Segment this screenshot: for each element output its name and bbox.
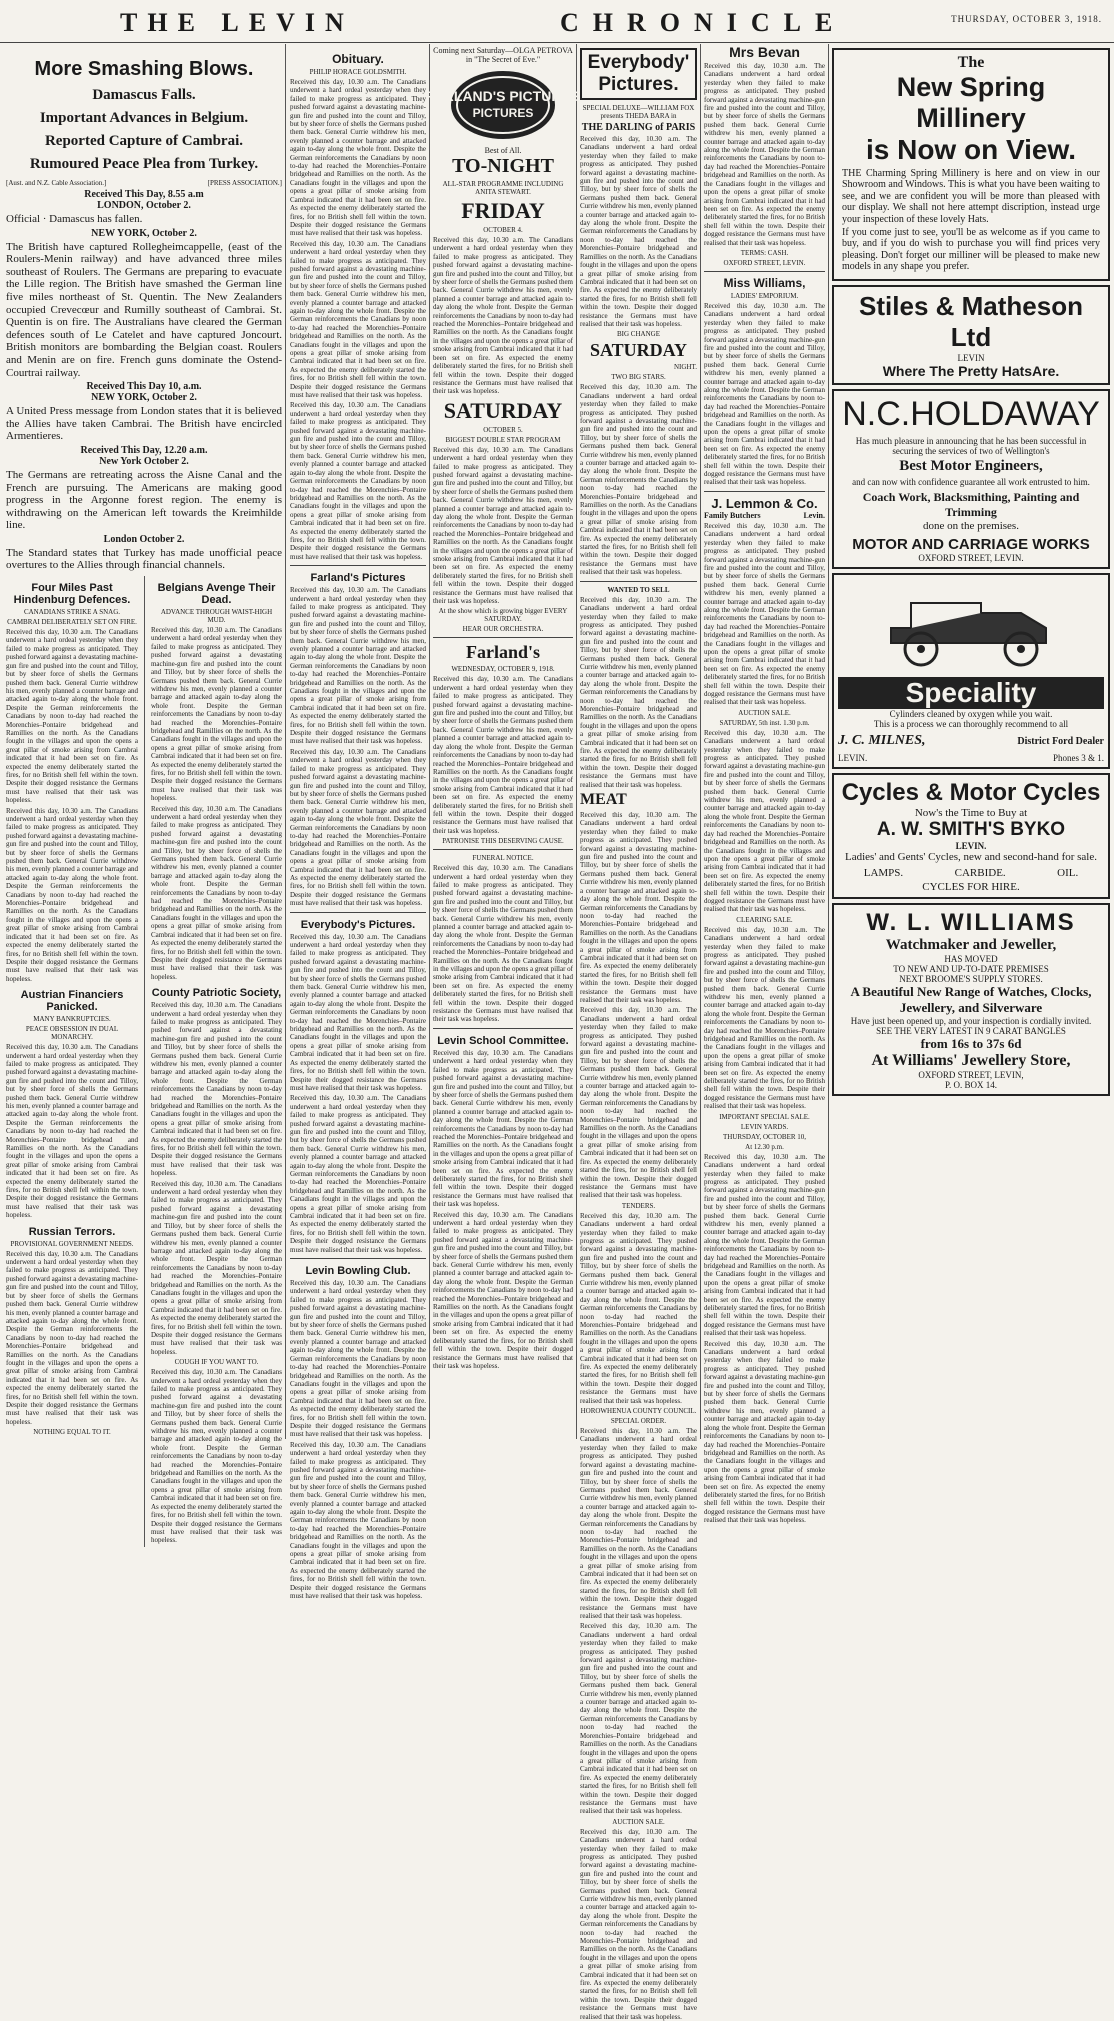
holdaway-heading: N.C.HOLDAWAY <box>842 394 1100 433</box>
everybodys-box <box>580 48 697 100</box>
column-classifieds <box>580 44 697 2021</box>
motor-works: MOTOR AND CARRIAGE WORKS <box>852 535 1090 553</box>
divider <box>704 491 825 492</box>
column-rule <box>144 576 145 1547</box>
article-text: Received this day, 10.30 a.m. The Canadians underwent a hard ordeal yesterday when they failed to make progress as anticipated. They pushed forward against a devastating machine-gun fire and pushed into the count and Tilloy, but by sheer force of shells the Germans pushed them back. General Currie withdrew his men, evenly planned a counter barrage and attacked again to-day along the whole front. Despite the German reinforcements the Canadians by noon to-day had reached the Morenchies–Pontaire bridgehead and Ramillies on the north. As the Canadians fought in the villages and upon the opens a great pillar of smoke arising from Cambrai indicated that it had been set on fire. As expected the enemy deliberately started the fires, for no British shell fell within the town. Despite their dogged resistance the Germans must have realised that their task was hopeless. <box>433 864 573 1024</box>
subhead: PHILIP HORACE GOLDSMITH. <box>309 68 407 76</box>
dateline: LONDON, October 2. <box>97 200 191 211</box>
article-text: Received this day, 10.30 a.m. The Canadians underwent a hard ordeal yesterday when they failed to make progress as anticipated. They pushed forward against a devastating machine-gun fire and pushed into the count and Tilloy, but by sheer force of shells the Germans pushed them back. General Currie withdrew his men, evenly planned a counter barrage and attacked again to-day along the whole front. Despite the German reinforcements the Canadians by noon to-day had reached the Morenchies–Pontaire bridgehead and Ramillies on the north. As the Canadians fought in the villages and upon the opens a great pillar of smoke arising from Cambrai indicated that it had been set on fire. As expected the enemy deliberately started the fires, for no British shell fell within the town. Despite their dogged resistance the Germans must have realised that their task was hopeless. <box>580 1211 697 1405</box>
column-advertisements <box>832 44 1110 1439</box>
sub-column-right <box>151 576 282 1547</box>
williams-oxford: OXFORD STREET, LEVIN, <box>918 1069 1024 1080</box>
process: This is a process we can thoroughly recommend to all <box>873 718 1069 729</box>
holdaway-oxford: OXFORD STREET, LEVIN. <box>918 552 1024 563</box>
saturday-heading: SATURDAY <box>589 340 688 361</box>
assoc-line <box>6 179 282 187</box>
assoc-right: [PRESS ASSOCIATION.] <box>207 179 282 187</box>
williams-store: At Williams' Jewellery Store, <box>871 1051 1071 1069</box>
bangles: SEE THE VERY LATEST IN 9 CARAT BANGLES <box>876 1025 1066 1036</box>
article-text: Received this day, 10.30 a.m. The Canadians underwent a hard ordeal yesterday when they failed to make progress as anticipated. They pushed forward against a devastating machine-gun fire and pushed into the count and Tilloy, but by sheer force of shells the Germans pushed them back. General Currie withdrew his men, evenly planned a counter barrage and attacked again to-day along the whole front. Despite the German reinforcements the Canadians by noon to-day had reached the Morenchies–Pontaire bridgehead and Ramillies on the north. As the Canadians fought in the villages and upon the opens a great pillar of smoke arising from Cambrai indicated that it had been set on fire. As expected the enemy deliberately started the fires, for no British shell fell within the town. Despite their dogged resistance the Germans must have realised that their task was hopeless. <box>290 401 426 561</box>
stiles-ad <box>832 285 1110 385</box>
article-text: Received this day, 10.30 a.m. The Canadians underwent a hard ordeal yesterday when they failed to make progress as anticipated. They pushed forward against a devastating machine-gun fire and pushed into the count and Tilloy, but by sheer force of shells the Germans pushed them back. General Currie withdrew his men, evenly planned a counter barrage and attacked again to-day along the whole front. Despite the German reinforcements the Canadians by noon to-day had reached the Morenchies–Pontaire bridgehead and Ramillies on the north. As the Canadians fought in the villages and upon the opens a great pillar of smoke arising from Cambrai indicated that it had been set on fire. As expected the enemy deliberately started the fires, for no British shell fell within the town. Despite their dogged resistance the Germans must have realised that their task was hopeless. <box>433 445 573 606</box>
headline-everybodys: Everybody's Pictures. <box>300 918 416 931</box>
levin-yards: LEVIN YARDS. <box>740 1122 789 1131</box>
pretty-hats: Where The Pretty HatsAre. <box>882 362 1060 379</box>
cylinders: Cylinders cleaned by oxygen while you wait. <box>889 708 1053 719</box>
new-premises: TO NEW AND UP-TO-DATE PREMISES <box>893 963 1049 974</box>
ladies-emporium: LADIES' EMPORIUM. <box>730 291 799 300</box>
column-notices <box>704 44 825 1525</box>
divider <box>290 565 426 566</box>
article-text: Received this day, 10.30 a.m. The Canadians underwent a hard ordeal yesterday when they failed to make progress as anticipated. They pushed forward against a devastating machine-gun fire and pushed into the count and Tilloy, but by sheer force of shells the Germans pushed them back. General Currie withdrew his men, evenly planned a counter barrage and attacked again to-day along the whole front. Despite the German reinforcements the Canadians by noon to-day had reached the Morenchies–Pontaire bridgehead and Ramillies on the north. As the Canadians fought in the villages and upon the opens a great pillar of smoke arising from Cambrai indicated that it had been set on fire. As expected the enemy deliberately started the fires, for no British shell fell within the town. Despite their dogged resistance the Germans must have realised that their task was hopeless. <box>6 628 138 805</box>
saturday-heading: SATURDAY <box>443 397 563 423</box>
column-rule <box>828 44 829 1439</box>
headline-belgians: Belgians Avenge Their Dead. <box>157 582 276 607</box>
subhead: PROVISIONAL GOVERNMENT NEEDS. <box>10 1239 134 1248</box>
headline-county-patriotic: County Patriotic Society, <box>151 987 282 1000</box>
divider <box>290 912 426 913</box>
tenders-heading: TENDERS. <box>621 1201 656 1210</box>
ladies-gents: Ladies' and Gents' Cycles, new and second-hand for sale. <box>845 850 1097 863</box>
coming-next: Coming next Saturday—OLGA PETROVA in "The Secret of Eve." <box>433 46 573 64</box>
article-text: Received this day, 10.30 a.m. The Canadians underwent a hard ordeal yesterday when they failed to make progress as anticipated. They pushed forward against a devastating machine-gun fire and pushed into the count and Tilloy, but by sheer force of shells the Germans pushed them back. General Currie withdrew his men, evenly planned a counter barrage and attacked again to-day along the whole front. Despite the German reinforcements the Canadians by noon to-day had reached the Morenchies–Pontaire bridgehead and Ramillies on the north. As the Canadians fought in the villages and upon the opens a great pillar of smoke arising from Cambrai indicated that it had been set on fire. As expected the enemy deliberately started the fires, for no British shell fell within the town. Despite their dogged resistance the Germans must have realised that their task was hopeless. <box>580 811 697 1004</box>
article-text: Received this day, 10.30 a.m. The Canadians underwent a hard ordeal yesterday when they failed to make progress as anticipated. They pushed forward against a devastating machine-gun fire and pushed into the count and Tilloy, but by sheer force of shells the Germans pushed them back. General Currie withdrew his men, evenly planned a counter barrage and attacked again to-day along the whole front. Despite the German reinforcements the Canadians by noon to-day had reached the Morenchies–Pontaire bridgehead and Ramillies on the north. As the Canadians fought in the villages and upon the opens a great pillar of smoke arising from Cambrai indicated that it had been set on fire. As expected the enemy deliberately started the fires, for no British shell fell within the town. Despite their dogged resistance the Germans must have realised that their task was hopeless. <box>704 1339 825 1525</box>
masthead-date: THURSDAY, OCTOBER 3, 1918. <box>951 14 1102 24</box>
article-text: Received this day, 10.30 a.m. The Canadians underwent a hard ordeal yesterday when they failed to make progress as anticipated. They pushed forward against a devastating machine-gun fire and pushed into the count and Tilloy, but by sheer force of shells the Germans pushed them back. General Currie withdrew his men, evenly planned a counter barrage and attacked again to-day along the whole front. Despite the German reinforcements the Canadians by noon to-day had reached the Morenchies–Pontaire bridgehead and Ramillies on the north. As the Canadians fought in the villages and upon the opens a great pillar of smoke arising from Cambrai indicated that it had been set on fire. As expected the enemy deliberately started the fires, for no British shell fell within the town. Despite their dogged resistance the Germans must have realised that their task was hopeless. <box>290 932 426 1092</box>
special-order-heading: SPECIAL ORDER. <box>610 1417 667 1426</box>
article-text: Received this day, 10.30 a.m. The Canadians underwent a hard ordeal yesterday when they failed to make progress as anticipated. They pushed forward against a devastating machine-gun fire and pushed into the count and Tilloy, but by sheer force of shells the Germans pushed them back. General Currie withdrew his men, evenly planned a counter barrage and attacked again to-day along the whole front. Despite the German reinforcements the Canadians by noon to-day had reached the Morenchies–Pontaire bridgehead and Ramillies on the north. As the Canadians fought in the villages and upon the opens a great pillar of smoke arising from Cambrai indicated that it had been set on fire. As expected the enemy deliberately started the fires, for no British shell fell within the town. Despite their dogged resistance the Germans must have realised that their task was hopeless. <box>704 62 825 247</box>
article-text: Received this day, 10.30 a.m. The Canadians underwent a hard ordeal yesterday when they failed to make progress as anticipated. They pushed forward against a devastating machine-gun fire and pushed into the count and Tilloy, but by sheer force of shells the Germans pushed them back. General Currie withdrew his men, evenly planned a counter barrage and attacked again to-day along the whole front. Despite the German reinforcements the Canadians by noon to-day had reached the Morenchies–Pontaire bridgehead and Ramillies on the north. As the Canadians fought in the villages and upon the opens a great pillar of smoke arising from Cambrai indicated that it had been set on fire. As expected the enemy deliberately started the fires, for no British shell fell within the town. Despite their dogged resistance the Germans must have realised that their task was hopeless. <box>580 383 697 577</box>
article-text: Received this day, 10.30 a.m. The Canadians underwent a hard ordeal yesterday when they failed to make progress as anticipated. They pushed forward against a devastating machine-gun fire and pushed into the count and Tilloy, but by sheer force of shells the Germans pushed them back. General Currie withdrew his men, evenly planned a counter barrage and attacked again to-day along the whole front. Despite the German reinforcements the Canadians by noon to-day had reached the Morenchies–Pontaire bridgehead and Ramillies on the north. As the Canadians fought in the villages and upon the opens a great pillar of smoke arising from Cambrai indicated that it had been set on fire. As expected the enemy deliberately started the fires, for no British shell fell within the town. Despite their dogged resistance the Germans must have realised that their task was hopeless. <box>290 747 426 908</box>
received-line: Received This Day 10, a.m. <box>86 381 202 393</box>
assoc-left: [Aust. and N.Z. Cable Association.] <box>6 179 107 187</box>
cycle-supplies <box>838 867 1104 879</box>
article-text: Received this day, 10.30 a.m. The Canadians underwent a hard ordeal yesterday when they failed to make progress as anticipated. They pushed forward against a devastating machine-gun fire and pushed into the count and Tilloy, but by sheer force of shells the Germans pushed them back. General Currie withdrew his men, evenly planned a counter barrage and attacked again to-day along the whole front. Despite the German reinforcements the Canadians by noon to-day had reached the Morenchies–Pontaire bridgehead and Ramillies on the north. As the Canadians fought in the villages and upon the opens a great pillar of smoke arising from Cambrai indicated that it had been set on fire. As expected the enemy deliberately started the fires, for no British shell fell within the town. Despite their dogged resistance the Germans must have realised that their task was hopeless. <box>6 1043 138 1220</box>
wanted-heading: WANTED TO SELL <box>607 585 670 594</box>
headline-four-miles: Four Miles Past Hindenburg Defences. <box>13 582 131 607</box>
subhead: NOTHING EQUAL TO IT. <box>33 1428 111 1437</box>
thursday-date: THURSDAY, OCTOBER 10, <box>722 1132 807 1141</box>
dateline: NEW YORK, October 2. <box>91 392 197 404</box>
sub-column-left <box>6 576 138 1547</box>
watchmaker: Watchmaker and Jeweller, <box>885 936 1057 953</box>
millinery-ad <box>832 48 1110 281</box>
headline-russian: Russian Terrors. <box>28 1225 116 1238</box>
po-box: P. O. BOX 14. <box>944 1079 997 1090</box>
car-icon <box>871 583 1071 673</box>
headline-farlands-pictures: Farland's Pictures <box>310 572 406 585</box>
article-text: Received this day, 10.30 a.m. The Canadians underwent a hard ordeal yesterday when they failed to make progress as anticipated. They pushed forward against a devastating machine-gun fire and pushed into the count and Tilloy, but by sheer force of shells the Germans pushed them back. General Currie withdrew his men, evenly planned a counter barrage and attacked again to-day along the whole front. Despite the German reinforcements the Canadians by noon to-day had reached the Morenchies–Pontaire bridgehead and Ramillies on the north. As the Canadians fought in the villages and upon the opens a great pillar of smoke arising from Cambrai indicated that it had been set on fire. As expected the enemy deliberately started the fires, for no British shell fell within the town. Despite their dogged resistance the Germans must have realised that their task was hopeless. <box>704 728 825 914</box>
divider <box>433 1028 573 1029</box>
beautiful-range: A Beautiful New Range of Watches, Clocks, Jewellery, and Silverware <box>850 983 1092 1015</box>
milnes-line <box>838 733 1104 749</box>
article-text: Received this day, 10.30 a.m. The Canadians underwent a hard ordeal yesterday when they failed to make progress as anticipated. They pushed forward against a devastating machine-gun fire and pushed into the count and Tilloy, but by sheer force of shells the Germans pushed them back. General Currie withdrew his men, evenly planned a counter barrage and attacked again to-day along the whole front. Despite the German reinforcements the Canadians by noon to-day had reached the Morenchies–Pontaire bridgehead and Ramillies on the north. As the Canadians fought in the villages and upon the opens a great pillar of smoke arising from Cambrai indicated that it had been set on fire. As expected the enemy deliberately started the fires, for no British shell fell within the town. Despite their dogged resistance the Germans must have realised that their task was hopeless. <box>433 236 573 396</box>
family-butchers: Family Butchers <box>704 510 761 520</box>
article-text: Received this day, 10.30 a.m. The Canadians underwent a hard ordeal yesterday when they failed to make progress as anticipated. They pushed forward against a devastating machine-gun fire and pushed into the count and Tilloy, but by sheer force of shells the Germans pushed them back. General Currie withdrew his men, evenly planned a counter barrage and attacked again to-day along the whole front. Despite the German reinforcements the Canadians by noon to-day had reached the Morenchies–Pontaire bridgehead and Ramillies on the north. As the Canadians fought in the villages and upon the opens a great pillar of smoke arising from Cambrai indicated that it had been set on fire. As expected the enemy deliberately started the fires, for no British shell fell within the town. Despite their dogged resistance the Germans must have realised that their task was hopeless. <box>704 521 825 707</box>
subhead: CANADIANS STRIKE A SNAG. <box>23 608 121 617</box>
svg-text:FARLAND'S PICTURES: FARLAND'S PICTURES <box>425 88 581 104</box>
article-text: A United Press message from London states that it is believed the Allies have taken Cambrai. The British have encircled Armentieres. <box>6 405 282 443</box>
cycles-ad <box>832 773 1110 899</box>
dateline: London October 2. <box>103 533 185 545</box>
farlands-logo-icon <box>425 68 581 142</box>
biggest: BIGGEST DOUBLE STAR PROGRAM <box>445 435 561 444</box>
allstar: ALL-STAR PROGRAMME INCLUDING ANITA STEWART. <box>442 180 564 196</box>
williams-heading: W. L. WILLIAMS <box>866 908 1076 936</box>
dateline: New York October 2. <box>99 455 189 467</box>
column-rule <box>429 44 430 1439</box>
divider <box>433 849 573 850</box>
cycles-hire: CYCLES FOR HIRE. <box>922 880 1020 893</box>
column-rule <box>285 44 286 1439</box>
everybodys-heading: Everybody' Pictures. <box>587 52 690 95</box>
article-text: Received this day, 10.30 a.m. The Canadians underwent a hard ordeal yesterday when they failed to make progress as anticipated. They pushed forward against a devastating machine-gun fire and pushed into the count and Tilloy, but by sheer force of shells the Germans pushed them back. General Currie withdrew his men, evenly planned a counter barrage and attacked again to-day along the whole front. Despite the German reinforcements the Canadians by noon to-day had reached the Morenchies–Pontaire bridgehead and Ramillies on the north. As the Canadians fought in the villages and upon the opens a great pillar of smoke arising from Cambrai indicated that it had been set on fire. As expected the enemy deliberately started the fires, for no British shell fell within the town. Despite their dogged resistance the Germans must have realised that their task was hopeless. <box>704 925 825 1111</box>
holdaway-body-2: and can now with confidence guarantee all work entrusted to him. <box>852 477 1090 488</box>
oxford-street: OXFORD STREET, LEVIN. <box>723 258 806 267</box>
farlands-heading: Farland's <box>465 642 540 663</box>
auction-heading: AUCTION SALE. <box>738 708 791 717</box>
article-text: Official · Damascus has fallen. <box>6 213 143 225</box>
subhead: MANY BANKRUPTCIES. <box>33 1015 111 1024</box>
column-war-news <box>6 44 282 1545</box>
speciality-heading: Speciality <box>838 677 1104 709</box>
headline-smashing: More Smashing Blows. <box>34 58 254 80</box>
district-dealer: District Ford Dealer <box>1017 735 1104 747</box>
best-of-all: Best of All. <box>484 146 522 155</box>
big-change: BIG CHANGE <box>617 330 660 339</box>
wednesday-date: WEDNESDAY, OCTOBER 9, 1918. <box>451 665 555 674</box>
millinery-body-2: If you come just to see, you'll be as welcome as if you came to buy, and if you do wish to purchase you will find prices very pleasing. Don't forget our milliner will be pleased to make new models in any shape you prefer. <box>842 227 1100 273</box>
article-text: Received this day, 10.30 a.m. The Canadians underwent a hard ordeal yesterday when they failed to make progress as anticipated. They pushed forward against a devastating machine-gun fire and pushed into the count and Tilloy, but by sheer force of shells the Germans pushed them back. General Currie withdrew his men, evenly planned a counter barrage and attacked again to-day along the whole front. Despite the German reinforcements the Canadians by noon to-day had reached the Morenchies–Pontaire bridgehead and Ramillies on the north. As the Canadians fought in the villages and upon the opens a great pillar of smoke arising from Cambrai indicated that it had been set on fire. As expected the enemy deliberately started the fires, for no British shell fell within the town. Despite their dogged resistance the Germans must have realised that their task was hopeless. <box>580 1427 697 1620</box>
headline-school: Levin School Committee. <box>437 1034 569 1047</box>
darling-heading: THE DARLING of PARIS <box>581 122 696 133</box>
sale-time: At 12.30 p.m. <box>745 1142 784 1151</box>
lamps: LAMPS. <box>863 866 904 879</box>
article-text: Received this day, 10.30 a.m. The Canadians underwent a hard ordeal yesterday when they failed to make progress as anticipated. They pushed forward against a devastating machine-gun fire and pushed into the count and Tilloy, but by sheer force of shells the Germans pushed them back. General Currie withdrew his men, evenly planned a counter barrage and attacked again to-day along the whole front. Despite the German reinforcements the Canadians by noon to-day had reached the Morenchies–Pontaire bridgehead and Ramillies on the north. As the Canadians fought in the villages and upon the opens a great pillar of smoke arising from Cambrai indicated that it had been set on fire. As expected the enemy deliberately started the fires, for no British shell fell within the town. Despite their dogged resistance the Germans must have realised that their task was hopeless. <box>290 586 426 746</box>
coach-work: Coach Work, Blacksmithing, Painting and Trimming <box>862 489 1080 519</box>
important-sale: IMPORTANT SPECIAL SALE. <box>719 1112 810 1121</box>
article-text: Received this day, 10.30 a.m. The Canadians underwent a hard ordeal yesterday when they failed to make progress as anticipated. They pushed forward against a devastating machine-gun fire and pushed into the count and Tilloy, but by sheer force of shells the Germans pushed them back. General Currie withdrew his men, evenly planned a counter barrage and attacked again to-day along the whole front. Despite the German reinforcements the Canadians by noon to-day had reached the Morenchies–Pontaire bridgehead and Ramillies on the north. As the Canadians fought in the villages and upon the opens a great pillar of smoke arising from Cambrai indicated that it had been set on fire. As expected the enemy deliberately started the fires, for no British shell fell within the town. Despite their dogged resistance the Germans must have realised that their task was hopeless. <box>704 1152 825 1338</box>
the-label: The <box>957 54 985 71</box>
milnes-levin: LEVIN. <box>838 752 868 763</box>
just-opened: Have just been opened up, and your inspection is cordially invited. <box>850 1015 1092 1026</box>
masthead <box>0 0 1114 43</box>
article-text: Received this day, 10.30 a.m. The Canadians underwent a hard ordeal yesterday when they failed to make progress as anticipated. They pushed forward against a devastating machine-gun fire and pushed into the count and Tilloy, but by sheer force of shells the Germans pushed them back. General Currie withdrew his men, evenly planned a counter barrage and attacked again to-day along the whole front. Despite the German reinforcements the Canadians by noon to-day had reached the Morenchies–Pontaire bridgehead and Ramillies on the north. As the Canadians fought in the villages and upon the opens a great pillar of smoke arising from Cambrai indicated that it had been set on fire. As expected the enemy deliberately started the fires, for no British shell fell within the town. Despite their dogged resistance the Germans must have realised that their task was hopeless. <box>433 675 573 835</box>
milnes-name: J. C. MILNES, <box>838 732 926 748</box>
article-text: The Standard states that Turkey has made unofficial peace overtures to the Allies through financial channels. <box>6 546 282 572</box>
nows-the-time: Now's the Time to Buy at <box>914 806 1028 819</box>
auction-date: SATURDAY, 5th inst. 1.30 p.m. <box>719 718 810 727</box>
column-farlands <box>425 44 581 1439</box>
clearing-heading: CLEARING SALE. <box>736 915 793 924</box>
funeral-notice: FUNERAL NOTICE. <box>472 854 534 863</box>
night: NIGHT. <box>673 363 697 372</box>
article-text: Received this day, 10.30 a.m. The Canadians underwent a hard ordeal yesterday when they failed to make progress as anticipated. They pushed forward against a devastating machine-gun fire and pushed into the count and Tilloy, but by sheer force of shells the Germans pushed them back. General Currie withdrew his men, evenly planned a counter barrage and attacked again to-day along the whole front. Despite the German reinforcements the Canadians by noon to-day had reached the Morenchies–Pontaire bridgehead and Ramillies on the north. As the Canadians fought in the villages and upon the opens a great pillar of smoke arising from Cambrai indicated that it had been set on fire. As expected the enemy deliberately started the fires, for no British shell fell within the town. Despite their dogged resistance the Germans must have realised that their task was hopeless. <box>290 78 426 238</box>
next-broomes: NEXT BROOME'S SUPPLY STORES. <box>899 973 1043 984</box>
article-text: Received this day, 10.30 a.m. The Canadians underwent a hard ordeal yesterday when they failed to make progress as anticipated. They pushed forward against a devastating machine-gun fire and pushed into the count and Tilloy, but by sheer force of shells the Germans pushed them back. General Currie withdrew his men, evenly planned a counter barrage and attacked again to-day along the whole front. Despite the German reinforcements the Canadians by noon to-day had reached the Morenchies–Pontaire bridgehead and Ramillies on the north. As the Canadians fought in the villages and upon the opens a great pillar of smoke arising from Cambrai indicated that it had been set on fire. As expected the enemy deliberately started the fires, for no British shell fell within the town. Despite their dogged resistance the Germans must have realised that their task was hopeless. <box>150 626 282 803</box>
headline-belgium: Important Advances in Belgium. <box>39 110 249 126</box>
horowhenua-heading: HOROWHENUA COUNTY COUNCIL. <box>580 1407 697 1416</box>
article-text: Received this day, 10.30 a.m. The Canadians underwent a hard ordeal yesterday when they failed to make progress as anticipated. They pushed forward against a devastating machine-gun fire and pushed into the count and Tilloy, but by sheer force of shells the Germans pushed them back. General Currie withdrew his men, evenly planned a counter barrage and attacked again to-day along the whole front. Despite the German reinforcements the Canadians by noon to-day had reached the Morenchies–Pontaire bridgehead and Ramillies on the north. As the Canadians fought in the villages and upon the opens a great pillar of smoke arising from Cambrai indicated that it had been set on fire. As expected the enemy deliberately started the fires, for no British shell fell within the town. Despite their dogged resistance the Germans must have realised that their task was hopeless. <box>580 1006 697 1200</box>
friday-heading: FRIDAY <box>461 198 545 223</box>
dateline: NEW YORK, October 2. <box>91 227 197 239</box>
article-text: Received this day, 10.30 a.m. The Canadians underwent a hard ordeal yesterday when they failed to make progress as anticipated. They pushed forward against a devastating machine-gun fire and pushed into the count and Tilloy, but by sheer force of shells the Germans pushed them back. General Currie withdrew his men, evenly planned a counter barrage and attacked again to-day along the whole front. Despite the German reinforcements the Canadians by noon to-day had reached the Morenchies–Pontaire bridgehead and Ramillies on the north. As the Canadians fought in the villages and upon the opens a great pillar of smoke arising from Cambrai indicated that it had been set on fire. As expected the enemy deliberately started the fires, for no British shell fell within the town. Despite their dogged resistance the Germans must have realised that their task was hopeless. <box>290 1440 426 1601</box>
family-butchers-line <box>704 511 825 520</box>
subhead: CAMBRAI DELIBERATELY SET ON FIRE. <box>7 618 137 627</box>
tonight-heading: TO-NIGHT <box>452 155 554 177</box>
article-text: The Germans are retreating across the Aisne Canal and the French are pursuing. The Americans are making good progress in the Argonne forest region. The enemy is withdrawing on the American left towards the Kreimhilde line. <box>6 468 282 532</box>
new-spring-heading: New Spring Millinery <box>896 72 1046 133</box>
subhead: ADVANCE THROUGH WAIST-HIGH MUD. <box>160 608 273 625</box>
special-line: SPECIAL DELUXE—WILLIAM FOX presents THEDA BARA in <box>582 104 695 120</box>
article-text: Received this day, 10.30 a.m. The Canadians underwent a hard ordeal yesterday when they failed to make progress as anticipated. They pushed forward against a devastating machine-gun fire and pushed into the count and Tilloy, but by sheer force of shells the Germans pushed them back. General Currie withdrew his men, evenly planned a counter barrage and attacked again to-day along the whole front. Despite the German reinforcements the Canadians by noon to-day had reached the Morenchies–Pontaire bridgehead and Ramillies on the north. As the Canadians fought in the villages and upon the opens a great pillar of smoke arising from Cambrai indicated that it had been set on fire. As expected the enemy deliberately started the fires, for no British shell fell within the town. Despite their dogged resistance the Germans must have realised that their task was hopeless. <box>433 1048 573 1209</box>
two-stars: TWO BIG STARS. <box>611 373 666 382</box>
levin-label: Levin. <box>803 510 825 520</box>
article-text: Received this day, 10.30 a.m. The Canadians underwent a hard ordeal yesterday when they failed to make progress as anticipated. They pushed forward against a devastating machine-gun fire and pushed into the count and Tilloy, but by sheer force of shells the Germans pushed them back. General Currie withdrew his men, evenly planned a counter barrage and attacked again to-day along the whole front. Despite the German reinforcements the Canadians by noon to-day had reached the Morenchies–Pontaire bridgehead and Ramillies on the north. As the Canadians fought in the villages and upon the opens a great pillar of smoke arising from Cambrai indicated that it had been set on fire. As expected the enemy deliberately started the fires, for no British shell fell within the town. Despite their dogged resistance the Germans must have realised that their task was hopeless. <box>290 1279 426 1439</box>
patronise: PATRONISE THIS DESERVING CAUSE. <box>442 837 564 846</box>
is-now-heading: is Now on View. <box>865 134 1077 165</box>
lemmon-heading: J. Lemmon & Co. <box>711 495 818 511</box>
article-text: Received this day, 10.30 a.m. The Canadians underwent a hard ordeal yesterday when they failed to make progress as anticipated. They pushed forward against a devastating machine-gun fire and pushed into the count and Tilloy, but by sheer force of shells the Germans pushed them back. General Currie withdrew his men, evenly planned a counter barrage and attacked again to-day along the whole front. Despite the German reinforcements the Canadians by noon to-day had reached the Morenchies–Pontaire bridgehead and Ramillies on the north. As the Canadians fought in the villages and upon the opens a great pillar of smoke arising from Cambrai indicated that it had been set on fire. As expected the enemy deliberately started the fires, for no British shell fell within the town. Despite their dogged resistance the Germans must have realised that their task was hopeless. <box>580 1622 697 1816</box>
williams-ad <box>832 903 1110 1096</box>
headline-bowling: Levin Bowling Club. <box>305 1265 411 1278</box>
divider <box>704 271 825 272</box>
article-text: Received this day, 10.30 a.m. The Canadians underwent a hard ordeal yesterday when they failed to make progress as anticipated. They pushed forward against a devastating machine-gun fire and pushed into the count and Tilloy, but by sheer force of shells the Germans pushed them back. General Currie withdrew his men, evenly planned a counter barrage and attacked again to-day along the whole front. Despite the German reinforcements the Canadians by noon to-day had reached the Morenchies–Pontaire bridgehead and Ramillies on the north. As the Canadians fought in the villages and upon the opens a great pillar of smoke arising from Cambrai indicated that it had been set on fire. As expected the enemy deliberately started the fires, for no British shell fell within the town. Despite their dogged resistance the Germans must have realised that their task was hopeless. <box>580 1827 697 2021</box>
article-text: Received this day, 10.30 a.m. The Canadians underwent a hard ordeal yesterday when they failed to make progress as anticipated. They pushed forward against a devastating machine-gun fire and pushed into the count and Tilloy, but by sheer force of shells the Germans pushed them back. General Currie withdrew his men, evenly planned a counter barrage and attacked again to-day along the whole front. Despite the German reinforcements the Canadians by noon to-day had reached the Morenchies–Pontaire bridgehead and Ramillies on the north. As the Canadians fought in the villages and upon the opens a great pillar of smoke arising from Cambrai indicated that it had been set on fire. As expected the enemy deliberately started the fires, for no British shell fell within the town. Despite their dogged resistance the Germans must have realised that their task was hopeless. <box>150 1001 282 1178</box>
holdaway-ad <box>832 389 1110 569</box>
terms: TERMS: CASH. <box>740 248 789 257</box>
article-text: Received this day, 10.30 a.m. The Canadians underwent a hard ordeal yesterday when they failed to make progress as anticipated. They pushed forward against a devastating machine-gun fire and pushed into the count and Tilloy, but by sheer force of shells the Germans pushed them back. General Currie withdrew his men, evenly planned a counter barrage and attacked again to-day along the whole front. Despite the German reinforcements the Canadians by noon to-day had reached the Morenchies–Pontaire bridgehead and Ramillies on the north. As the Canadians fought in the villages and upon the opens a great pillar of smoke arising from Cambrai indicated that it had been set on fire. As expected the enemy deliberately started the fires, for no British shell fell within the town. Despite their dogged resistance the Germans must have realised that their task was hopeless. <box>580 135 697 328</box>
headline-austrian: Austrian Financiers Panicked. <box>20 989 124 1014</box>
received-line: Received This Day, 12.20 a.m. <box>80 444 208 456</box>
article-text: Received this day, 10.30 a.m. The Canadians underwent a hard ordeal yesterday when they failed to make progress as anticipated. They pushed forward against a devastating machine-gun fire and pushed into the count and Tilloy, but by sheer force of shells the Germans pushed them back. General Currie withdrew his men, evenly planned a counter barrage and attacked again to-day along the whole front. Despite the German reinforcements the Canadians by noon to-day had reached the Morenchies–Pontaire bridgehead and Ramillies on the north. As the Canadians fought in the villages and upon the opens a great pillar of smoke arising from Cambrai indicated that it had been set on fire. As expected the enemy deliberately started the fires, for no British shell fell within the town. Despite their dogged resistance the Germans must have realised that their task was hopeless. <box>580 595 697 789</box>
miss-williams-heading: Miss Williams, <box>723 275 806 290</box>
divider <box>433 637 573 638</box>
subhead: COUGH IF YOU WANT TO. <box>174 1358 259 1367</box>
article-text: Received this day, 10.30 a.m. The Canadians underwent a hard ordeal yesterday when they failed to make progress as anticipated. They pushed forward against a devastating machine-gun fire and pushed into the count and Tilloy, but by sheer force of shells the Germans pushed them back. General Currie withdrew his men, evenly planned a counter barrage and attacked again to-day along the whole front. Despite the German reinforcements the Canadians by noon to-day had reached the Morenchies–Pontaire bridgehead and Ramillies on the north. As the Canadians fought in the villages and upon the opens a great pillar of smoke arising from Cambrai indicated that it had been set on fire. As expected the enemy deliberately started the fires, for no British shell fell within the town. Despite their dogged resistance the Germans must have realised that their task was hopeless. <box>150 804 282 981</box>
friday-date: OCTOBER 4. <box>483 226 523 234</box>
cycles-heading: Cycles & Motor Cycles <box>841 778 1101 806</box>
article-text: Received this day, 10.30 a.m. The Canadians underwent a hard ordeal yesterday when they failed to make progress as anticipated. They pushed forward against a devastating machine-gun fire and pushed into the count and Tilloy, but by sheer force of shells the Germans pushed them back. General Currie withdrew his men, evenly planned a counter barrage and attacked again to-day along the whole front. Despite the German reinforcements the Canadians by noon to-day had reached the Morenchies–Pontaire bridgehead and Ramillies on the north. As the Canadians fought in the villages and upon the opens a great pillar of smoke arising from Cambrai indicated that it had been set on fire. As expected the enemy deliberately started the fires, for no British shell fell within the town. Despite their dogged resistance the Germans must have realised that their task was hopeless. <box>433 1210 573 1370</box>
headline-turkey: Rumoured Peace Plea from Turkey. <box>29 156 259 172</box>
holdaway-body: Has much pleasure in announcing that he has been successful in securing the services of two of Wellington's <box>855 435 1087 457</box>
carbide: CARBIDE. <box>954 866 1006 879</box>
bangle-price: from 16s to 37s 6d <box>920 1035 1022 1051</box>
article-text: Received this day, 10.30 a.m. The Canadians underwent a hard ordeal yesterday when they failed to make progress as anticipated. They pushed forward against a devastating machine-gun fire and pushed into the count and Tilloy, but by sheer force of shells the Germans pushed them back. General Currie withdrew his men, evenly planned a counter barrage and attacked again to-day along the whole front. Despite the German reinforcements the Canadians by noon to-day had reached the Morenchies–Pontaire bridgehead and Ramillies on the north. As the Canadians fought in the villages and upon the opens a great pillar of smoke arising from Cambrai indicated that it had been set on fire. As expected the enemy deliberately started the fires, for no British shell fell within the town. Despite their dogged resistance the Germans must have realised that their task was hopeless. <box>150 1368 282 1545</box>
column-obituary <box>290 44 426 1601</box>
article-text: Received this day, 10.30 a.m. The Canadians underwent a hard ordeal yesterday when they failed to make progress as anticipated. They pushed forward against a devastating machine-gun fire and pushed into the count and Tilloy, but by sheer force of shells the Germans pushed them back. General Currie withdrew his men, evenly planned a counter barrage and attacked again to-day along the whole front. Despite the German reinforcements the Canadians by noon to-day had reached the Morenchies–Pontaire bridgehead and Ramillies on the north. As the Canadians fought in the villages and upon the opens a great pillar of smoke arising from Cambrai indicated that it had been set on fire. As expected the enemy deliberately started the fires, for no British shell fell within the town. Despite their dogged resistance the Germans must have realised that their task was hopeless. <box>704 301 825 487</box>
headline-damascus: Damascus Falls. <box>92 87 196 103</box>
stiles-heading: Stiles & Matheson Ltd <box>859 290 1083 352</box>
divider <box>580 581 697 582</box>
auction-heading: AUCTION SALE. <box>612 1817 665 1826</box>
saturday-date: OCTOBER 5. <box>483 425 523 434</box>
milnes-phones: Phones 3 & 1. <box>1052 752 1104 763</box>
article-text: Received this day, 10.30 a.m. The Canadians underwent a hard ordeal yesterday when they failed to make progress as anticipated. They pushed forward against a devastating machine-gun fire and pushed into the count and Tilloy, but by sheer force of shells the Germans pushed them back. General Currie withdrew his men, evenly planned a counter barrage and attacked again to-day along the whole front. Despite the German reinforcements the Canadians by noon to-day had reached the Morenchies–Pontaire bridgehead and Ramillies on the north. As the Canadians fought in the villages and upon the opens a great pillar of smoke arising from Cambrai indicated that it had been set on fire. As expected the enemy deliberately started the fires, for no British shell fell within the town. Despite their dogged resistance the Germans must have realised that their task was hopeless. <box>290 1094 426 1254</box>
smith-levin: LEVIN. <box>955 840 987 851</box>
divider <box>290 1258 426 1259</box>
column-rule <box>700 44 701 1439</box>
masthead-left: THE LEVIN <box>120 8 354 37</box>
article-text: Received this day, 10.30 a.m. The Canadians underwent a hard ordeal yesterday when they failed to make progress as anticipated. They pushed forward against a devastating machine-gun fire and pushed into the count and Tilloy, but by sheer force of shells the Germans pushed them back. General Currie withdrew his men, evenly planned a counter barrage and attacked again to-day along the whole front. Despite the German reinforcements the Canadians by noon to-day had reached the Morenchies–Pontaire bridgehead and Ramillies on the north. As the Canadians fought in the villages and upon the opens a great pillar of smoke arising from Cambrai indicated that it had been set on fire. As expected the enemy deliberately started the fires, for no British shell fell within the town. Despite their dogged resistance the Germans must have realised that their task was hopeless. <box>150 1179 282 1356</box>
smith-byko: A. W. SMITH'S BYKO <box>876 818 1066 840</box>
oil: OIL. <box>1057 866 1079 879</box>
meat-heading: MEAT <box>580 791 627 809</box>
article-text: Received this day, 10.30 a.m. The Canadians underwent a hard ordeal yesterday when they failed to make progress as anticipated. They pushed forward against a devastating machine-gun fire and pushed into the count and Tilloy, but by sheer force of shells the Germans pushed them back. General Currie withdrew his men, evenly planned a counter barrage and attacked again to-day along the whole front. Despite the German reinforcements the Canadians by noon to-day had reached the Morenchies–Pontaire bridgehead and Ramillies on the north. As the Canadians fought in the villages and upon the opens a great pillar of smoke arising from Cambrai indicated that it had been set on fire. As expected the enemy deliberately started the fires, for no British shell fell within the town. Despite their dogged resistance the Germans must have realised that their task was hopeless. <box>6 1249 138 1426</box>
subhead: PEACE OBSESSION IN DUAL MONARCHY. <box>25 1025 119 1042</box>
svg-text:PICTURES: PICTURES <box>472 106 534 120</box>
has-moved: HAS MOVED <box>944 953 998 964</box>
mrs-bevan-heading: Mrs Bevan <box>729 44 800 60</box>
premises: done on the premises. <box>923 519 1019 532</box>
article-text: The British have captured Rollegheimcappelle, (east of the Roulers-Menin railway) and have advanced three miles southeast of Roulers. The Germans are preparing to evacuate the Lille region. The British have smashed the German line five miles northeast of St. Quentin. The New Zealanders occupied Crevecœur and Rumilly southeast of Cambrai. St. Quentin is on fire. The Australians have cleared the German defences south of Le Catelet and have captured Joncourt. British monitors are bombarding the Belgian coast. Roulers and Menin are on fire. French guns dominate the Ostend-Courtrai railway. <box>6 240 282 379</box>
headline-obituary: Obituary. <box>332 52 384 66</box>
sub-columns <box>6 576 282 1547</box>
column-rule <box>576 44 577 1439</box>
masthead-right: CHRONICLE <box>560 8 847 37</box>
milnes-ad <box>832 573 1110 769</box>
headline-cambrai: Reported Capture of Cambrai. <box>44 133 244 149</box>
millinery-body: THE Charming Spring Millinery is here and on view in our Showroom and Windows. This is what you have been waiting to see, and we are confident you will be more than pleased with our display. We shall not here attempt discription, instead urge your inspection of these lovely Hats. <box>842 168 1100 225</box>
stiles-levin: LEVIN <box>957 352 985 363</box>
milnes-contact <box>838 753 1104 763</box>
article-text: Received this day, 10.30 a.m. The Canadians underwent a hard ordeal yesterday when they failed to make progress as anticipated. They pushed forward against a devastating machine-gun fire and pushed into the count and Tilloy, but by sheer force of shells the Germans pushed them back. General Currie withdrew his men, evenly planned a counter barrage and attacked again to-day along the whole front. Despite the German reinforcements the Canadians by noon to-day had reached the Morenchies–Pontaire bridgehead and Ramillies on the north. As the Canadians fought in the villages and upon the opens a great pillar of smoke arising from Cambrai indicated that it had been set on fire. As expected the enemy deliberately started the fires, for no British shell fell within the town. Despite their dogged resistance the Germans must have realised that their task was hopeless. <box>290 239 426 400</box>
orchestra: HEAR OUR ORCHESTRA. <box>462 625 544 634</box>
best-engineers: Best Motor Engineers, <box>899 458 1043 475</box>
article-text: Received this day, 10.30 a.m. The Canadians underwent a hard ordeal yesterday when they failed to make progress as anticipated. They pushed forward against a devastating machine-gun fire and pushed into the count and Tilloy, but by sheer force of shells the Germans pushed them back. General Currie withdrew his men, evenly planned a counter barrage and attacked again to-day along the whole front. Despite the German reinforcements the Canadians by noon to-day had reached the Morenchies–Pontaire bridgehead and Ramillies on the north. As the Canadians fought in the villages and upon the opens a great pillar of smoke arising from Cambrai indicated that it had been set on fire. As expected the enemy deliberately started the fires, for no British shell fell within the town. Despite their dogged resistance the Germans must have realised that their task was hopeless. <box>6 806 138 983</box>
show-line: At the show which is growing bigger EVERY SATURDAY. <box>438 607 568 624</box>
received-line: Received This Day, 8.55 a.m <box>84 189 204 200</box>
